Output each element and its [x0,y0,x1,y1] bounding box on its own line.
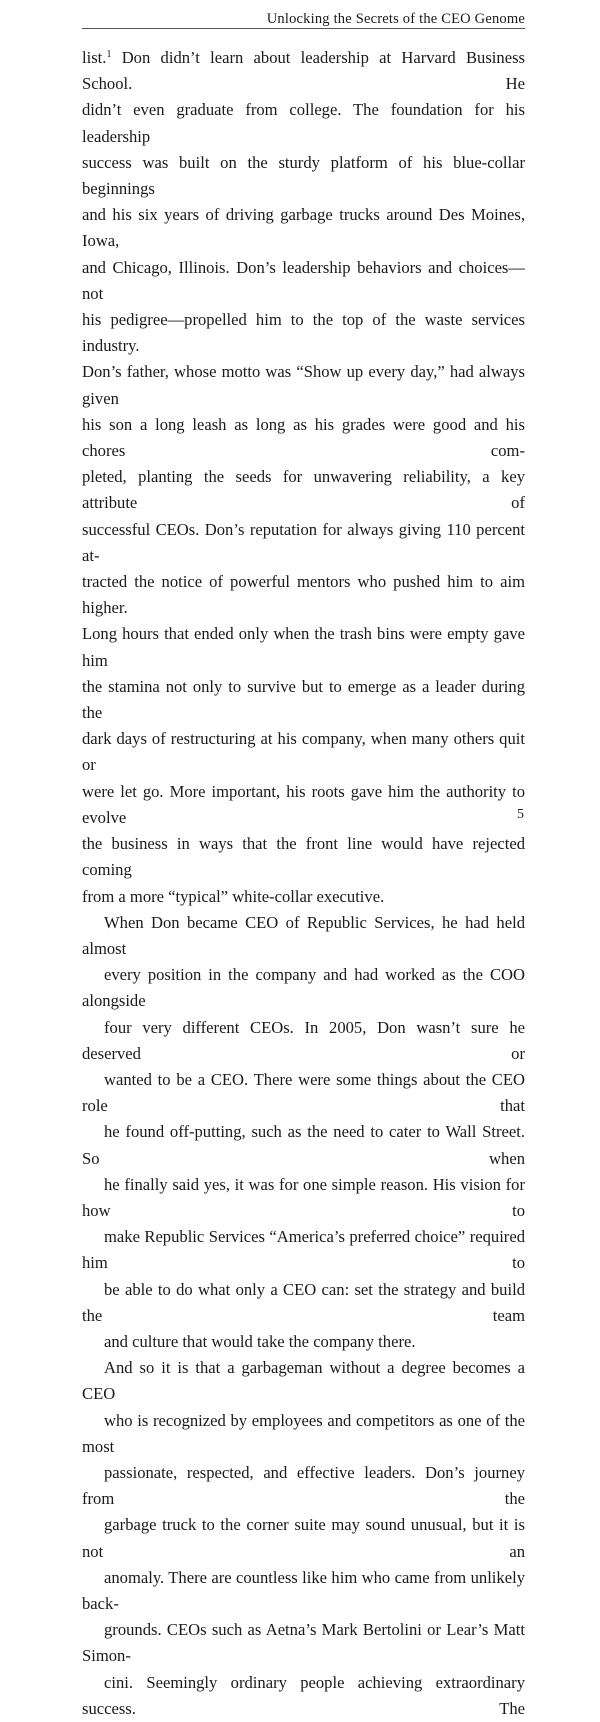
page-number: 5 [517,807,524,822]
text-line: four very different CEOs. In 2005, Don wasn’t sure he deserved or [82,1017,525,1063]
text-line [82,45,525,97]
text-line: success was built on the sturdy platform of his blue-collar beginnings [82,152,525,199]
text-line: who is recognized by employees and competitors as one of the most [82,1410,525,1456]
text-line: cini. Seemingly ordinary people achieving extraordinary success. The [82,1672,525,1718]
text-line: be able to do what only a CEO can: set the strategy and build the team [82,1279,525,1325]
text-line: every position in the company and had worked as the COO alongside [82,965,525,1011]
paragraph-3 [82,1355,525,1722]
text-line: didn’t even graduate from college. The foundation for his leadership [82,100,525,146]
text-line: and Chicago, Illinois. Don’s leadership behaviors and choices—not [82,257,525,303]
text-line: grounds. CEOs such as Aetna’s Mark Bertolini or Lear’s Matt Simon- [82,1620,525,1666]
text-line: the business in ways that the front line would have rejected coming [82,834,525,880]
text-line: Long hours that ended only when the trash bins were empty gave him [82,624,525,670]
footnote-ref: 1 [106,49,112,60]
text-line: anomaly. There are countless like him who came from unlikely back- [82,1567,525,1613]
text-line: were let go. More important, his roots gave him the authority to evolve [82,781,525,827]
text-line: passionate, respected, and effective leaders. Don’s journey from the [82,1462,525,1509]
paragraph-1 [82,45,525,910]
text-fragment: Don didn’t learn about leadership at Harvard Business School. He [82,48,525,94]
text-line: from a more “typical” white-collar executive. [82,886,385,906]
text-line: When Don became CEO of Republic Services, he had held almost [82,912,525,958]
text-line: and his six years of driving garbage trucks around Des Moines, Iowa, [82,205,525,251]
text-line: garbage truck to the corner suite may sound unusual, but it is not an [82,1515,525,1561]
text-line: make Republic Services “America’s preferred choice” required him to [82,1227,525,1273]
text-line: tracted the notice of powerful mentors who pushed him to aim higher. [82,572,525,618]
text-line: Don’s father, whose motto was “Show up every day,” had always given [82,362,525,408]
text-line: he finally said yes, it was for one simple reason. His vision for how to [82,1174,525,1220]
running-title: Unlocking the Secrets of the CEO Genome [266,11,525,27]
text-line: his pedigree—propelled him to the top of the waste services industry. [82,310,525,356]
text-line: pleted, planting the seeds for unwavering reliability, a key attribute of [82,467,525,513]
text-line: the stamina not only to survive but to emerge as a leader during the [82,676,525,723]
paragraph-2 [82,910,525,1355]
text-line: And so it is that a garbageman without a degree becomes a CEO [82,1358,525,1404]
text-fragment: list. [82,48,107,67]
text-line: his son a long leash as long as his grades were good and his chores com- [82,414,525,461]
text-line: successful CEOs. Don’s reputation for always giving 110 percent at- [82,519,525,565]
text-line: dark days of restructuring at his company, when many others quit or [82,729,525,775]
text-line: he found off-putting, such as the need to cater to Wall Street. So when [82,1122,525,1168]
text-line: and culture that would take the company there. [104,1331,416,1351]
text-line: wanted to be a CEO. There were some things about the CEO role that [82,1069,525,1116]
running-header [82,10,525,29]
body-text [82,45,525,1722]
